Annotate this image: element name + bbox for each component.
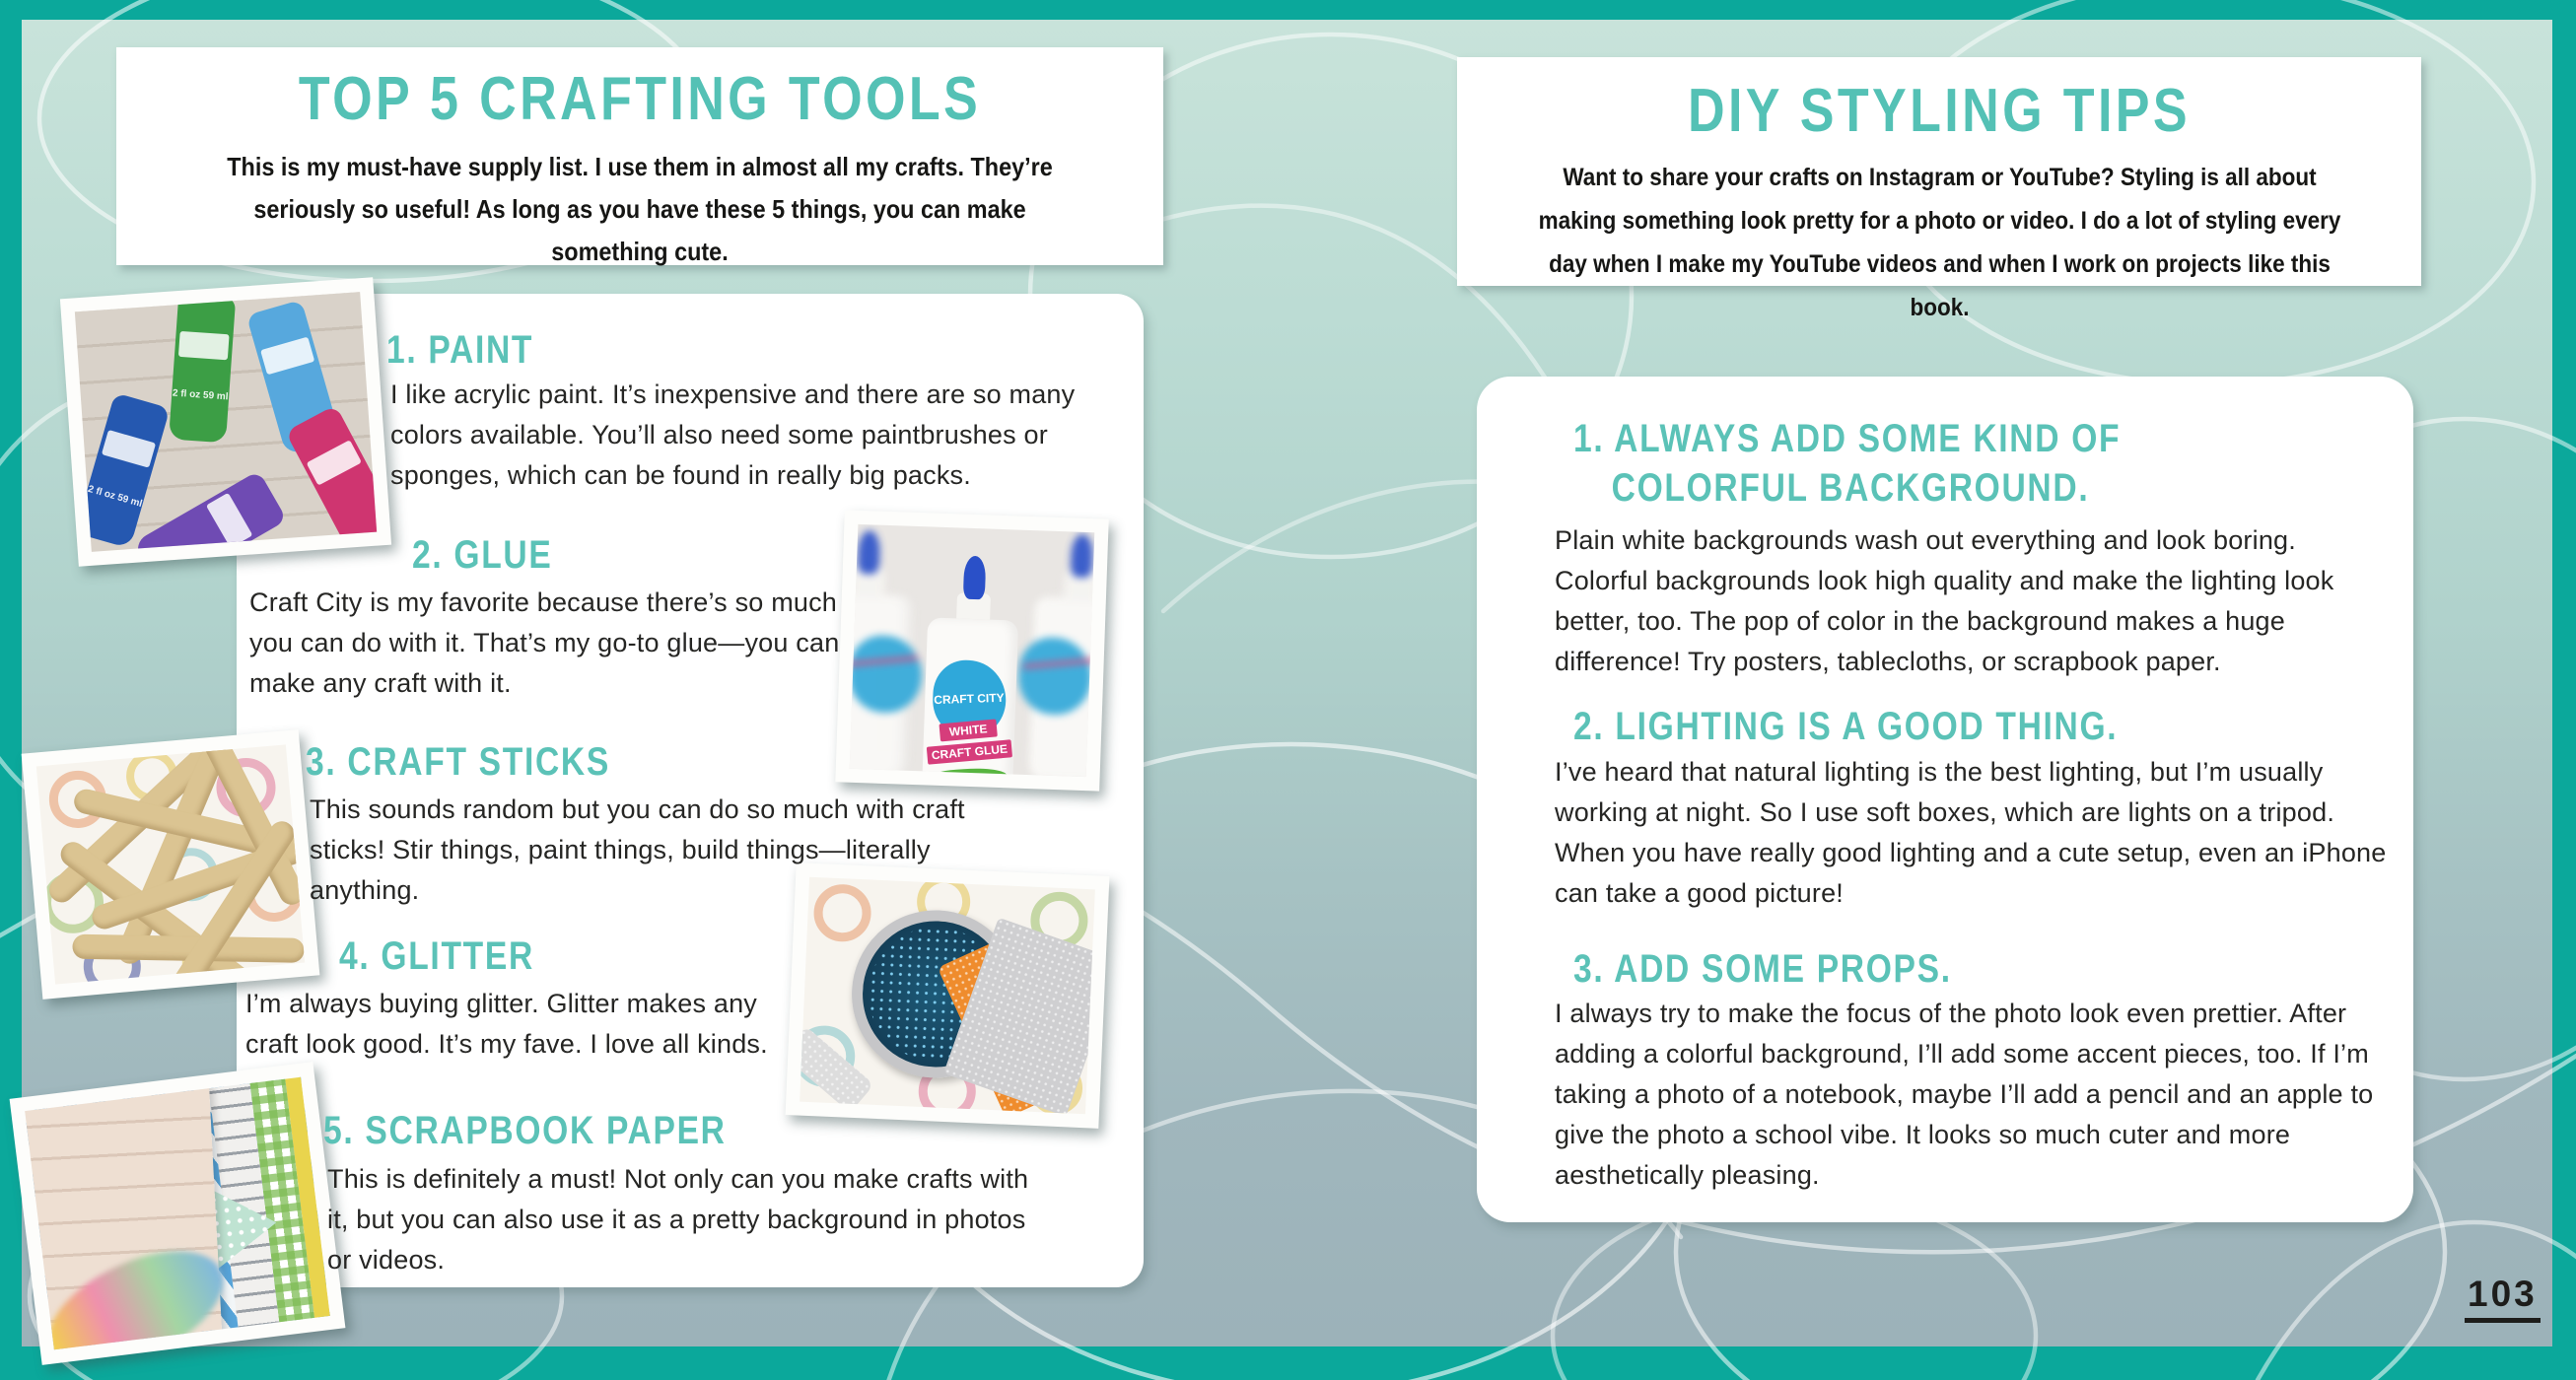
glue-bottle-left (850, 592, 913, 777)
glue-brand-text: CRAFT CITY (934, 690, 1006, 707)
paint-label (307, 440, 362, 485)
paint-label (102, 430, 156, 468)
page-number: 103 (2465, 1274, 2541, 1323)
paint-label (260, 337, 314, 376)
paint-bottle-green (169, 294, 236, 444)
section-heading-paint (386, 325, 533, 375)
tip-heading-colorful-background (1573, 414, 2183, 513)
paint-bottle-blue (75, 392, 171, 548)
tip-title: ALWAYS ADD SOME KIND OF COLORFUL BACKGROUND. (1611, 417, 2122, 510)
section-heading-glitter (339, 932, 534, 981)
paint-bottle-purple (132, 470, 287, 552)
section-body-glue: Craft City is my favorite because there’s so much you can do with it. That’s my go-to glue—you can make any craft with it. (249, 587, 840, 698)
scrapbook-paper-photo (10, 1062, 346, 1365)
glue-photo (835, 510, 1108, 791)
paint-label (178, 331, 230, 360)
tip-number: 1. (1573, 417, 1605, 460)
section-body-glitter: I’m always buying glitter. Glitter makes any craft look good. It’s my fave. I love all kinds. (245, 989, 768, 1059)
section-title: GLUE (453, 533, 553, 577)
tip-number: 3. (1573, 947, 1605, 991)
section-title: SCRAPBOOK PAPER (365, 1109, 727, 1152)
glue-bottle-cap (963, 556, 987, 600)
left-page-title: TOP 5 CRAFTING TOOLS (298, 65, 982, 133)
section-number: 1. (386, 328, 418, 372)
left-header-box (116, 47, 1163, 265)
paint-volume-label: 2 fl oz 59 ml (86, 483, 144, 510)
paint-volume-label: 2 fl oz 59 ml (172, 387, 229, 403)
glue-photo-image (850, 524, 1095, 777)
paint-photo (60, 277, 391, 567)
section-heading-glue (412, 530, 552, 580)
paint-label (206, 493, 253, 548)
section-title: CRAFT STICKS (347, 740, 610, 784)
section-body-scrapbook-paper: This is definitely a must! Not only can you make crafts with it, but you can also use it as a pretty background in photos or videos. (327, 1164, 1029, 1275)
glue-label-white: WHITE (939, 719, 997, 741)
section-heading-craft-sticks (306, 737, 610, 787)
left-intro-text: This is my must-have supply list. I use them in almost all my crafts. They’re seriously so useful! As long as you have these 5 things, you can make something cute. (227, 152, 1053, 266)
craft-sticks-photo (22, 729, 320, 1000)
tip-body-lighting: I’ve heard that natural lighting is the best lighting, but I’m usually working at night. So I use soft boxes, which are lights on a tripod. When you have really good lighting and a cute setup, even an iPhone can take a good picture! (1555, 757, 2387, 908)
right-intro-text: Want to share your crafts on Instagram or YouTube? Styling is all about making something look pretty for a photo or video. I do a lot of styling every day when I make my YouTube videos and when I work on projects like this book. (1538, 164, 2340, 321)
paint-bottle-pink (285, 405, 377, 552)
section-number: 5. (323, 1109, 355, 1152)
section-heading-scrapbook-paper (323, 1106, 727, 1155)
section-number: 3. (306, 740, 337, 784)
scrapbook-paper-photo-image (25, 1077, 330, 1350)
glue-label-green-swash (928, 766, 1008, 777)
glue-label-craft-glue: CRAFT GLUE (927, 739, 1012, 764)
section-number: 4. (339, 934, 371, 978)
right-header-box (1457, 57, 2421, 321)
tip-title: ADD SOME PROPS. (1614, 947, 1952, 991)
section-body-craft-sticks: This sounds random but you can do so much with craft sticks! Stir things, paint things, build things—literally anything. (310, 794, 965, 905)
tip-heading-lighting (1573, 702, 2118, 751)
section-title: PAINT (428, 328, 534, 372)
paint-photo-image (75, 292, 377, 552)
tip-body-colorful-background: Plain white backgrounds wash out everything and look boring. Colorful backgrounds look high quality and make the lighting look better, too. The pop of color in the background makes a huge difference! Try posters, tablecloths, or scrapbook paper. (1555, 525, 2334, 676)
glue-bottle-right (1028, 595, 1094, 777)
section-number: 2. (412, 533, 444, 577)
tip-title: LIGHTING IS A GOOD THING. (1615, 705, 2119, 748)
tip-body-props: I always try to make the focus of the photo look even prettier. After adding a colorful background, I’ll add some accent pieces, too. If I’m taking a photo of a notebook, maybe I’ll add a pencil and an apple to give the photo a school vibe. It looks so much cuter and more aesthetically pleasing. (1555, 999, 2374, 1190)
glue-bottle-center (922, 617, 1019, 777)
right-page-title: DIY STYLING TIPS (1687, 77, 2192, 145)
craft-sticks-photo-image (36, 744, 305, 984)
tip-number: 2. (1573, 705, 1605, 748)
glitter-photo-image (800, 877, 1095, 1114)
section-title: GLITTER (381, 934, 534, 978)
section-body-paint: I like acrylic paint. It’s inexpensive and there are so many colors available. You’ll also need some paintbrushes or sponges, which can be found in really big packs. (390, 380, 1076, 490)
tip-heading-props (1573, 944, 1952, 994)
